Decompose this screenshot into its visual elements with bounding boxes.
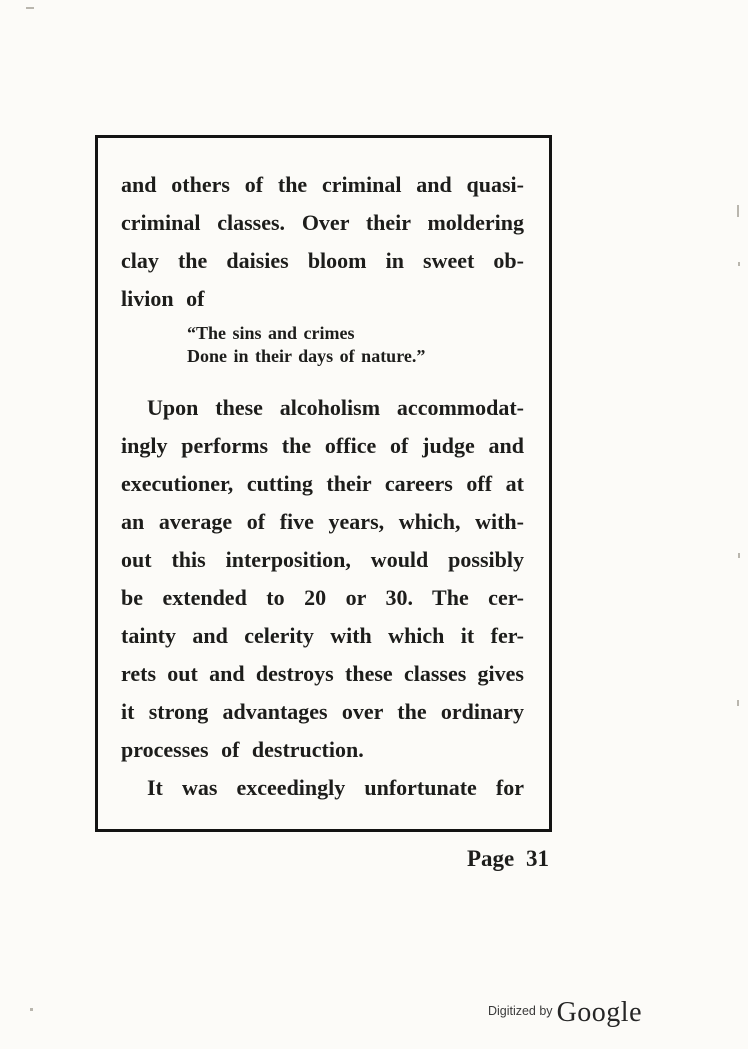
verse-quote bbox=[187, 322, 524, 368]
text-line: and others of the criminal and quasi- bbox=[121, 172, 524, 197]
text-line: be extended to 20 or 30. The cer- bbox=[121, 585, 524, 610]
text-line: an average of five years, which, with- bbox=[121, 509, 524, 534]
paragraph bbox=[121, 389, 524, 769]
text-line: Upon these alcoholism accommodat- bbox=[147, 395, 524, 420]
google-logo-text: Google bbox=[556, 997, 642, 1028]
scan-artifact bbox=[30, 1008, 33, 1011]
text-line: criminal classes. Over their moldering bbox=[121, 210, 524, 235]
text-line: processes of destruction. bbox=[121, 737, 364, 762]
quote-line: “The sins and crimes bbox=[187, 323, 355, 343]
text-line: livion of bbox=[121, 286, 205, 311]
digitized-by-footer bbox=[488, 997, 642, 1029]
scan-artifact bbox=[738, 553, 740, 558]
text-line: rets out and destroys these classes gives bbox=[121, 661, 524, 686]
text-line: ingly performs the office of judge and bbox=[121, 433, 524, 458]
text-line: executioner, cutting their careers off at bbox=[121, 471, 524, 496]
text-line: it strong advantages over the ordinary bbox=[121, 699, 524, 724]
text-frame bbox=[95, 135, 552, 832]
text-line: tainty and celerity with which it fer- bbox=[121, 623, 524, 648]
scan-artifact bbox=[737, 700, 739, 706]
digitized-by-label: Digitized by bbox=[487, 1004, 553, 1018]
quote-line: Done in their days of nature.” bbox=[187, 346, 426, 366]
paragraph bbox=[121, 769, 524, 807]
scan-artifact bbox=[26, 7, 34, 9]
text-line: clay the daisies bloom in sweet ob- bbox=[121, 248, 524, 273]
scan-artifact bbox=[737, 205, 739, 217]
text-line: out this interposition, would possibly bbox=[121, 547, 524, 572]
page-number: Page 31 bbox=[466, 846, 549, 871]
text-line: It was exceedingly unfortunate for bbox=[147, 775, 524, 800]
paragraph bbox=[121, 166, 524, 318]
scan-artifact bbox=[738, 262, 740, 266]
